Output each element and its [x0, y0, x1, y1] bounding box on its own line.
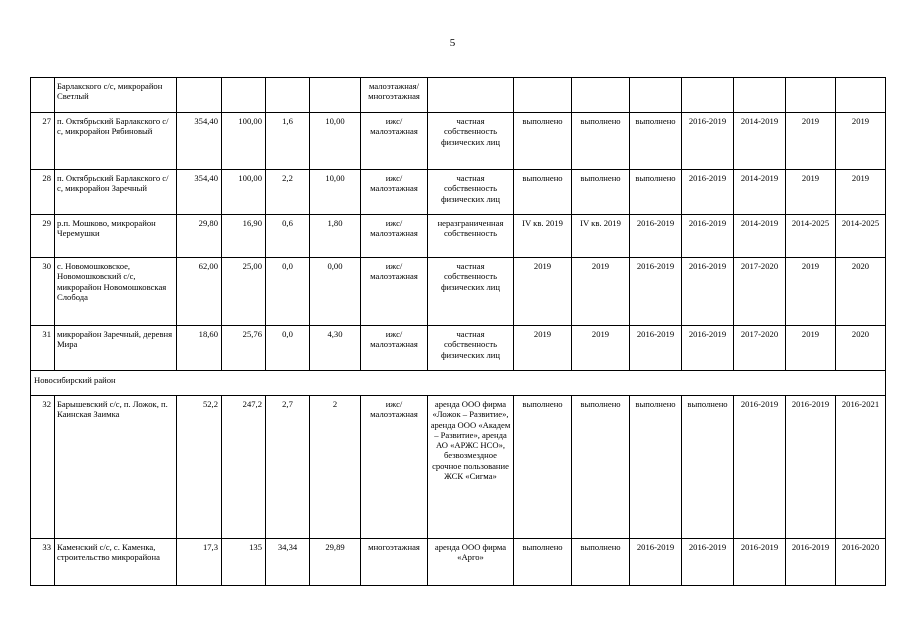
stage-4-cell: выполнено	[682, 396, 734, 539]
value-3-cell: 34,34	[266, 539, 310, 586]
stage-5-cell: 2016-2019	[734, 396, 786, 539]
stage-4-cell: 2016-2019	[682, 170, 734, 215]
value-4-cell: 10,00	[310, 113, 361, 170]
ownership-cell: аренда ООО фирма «Арго»	[428, 539, 514, 586]
value-1-cell: 17,3	[177, 539, 222, 586]
stage-4-cell: 2016-2019	[682, 326, 734, 371]
row-number-cell: 31	[31, 326, 55, 371]
stage-5-cell: 2014-2019	[734, 113, 786, 170]
stage-3-cell: 2016-2019	[630, 326, 682, 371]
stage-5-cell: 2016-2019	[734, 539, 786, 586]
stage-7-cell: 2016-2021	[836, 396, 886, 539]
housing-type-cell: малоэтажная/ многоэтажная	[361, 78, 428, 113]
stage-5-cell: 2017-2020	[734, 326, 786, 371]
stage-7-cell: 2014-2025	[836, 215, 886, 258]
value-4-cell: 29,89	[310, 539, 361, 586]
stage-3-cell: выполнено	[630, 113, 682, 170]
ownership-cell: частная собственность физических лиц	[428, 258, 514, 326]
housing-type-cell: ижс/ малоэтажная	[361, 258, 428, 326]
stage-1-cell: 2019	[514, 258, 572, 326]
row-number-cell: 27	[31, 113, 55, 170]
site-name-cell: с. Новомошковское, Новомошковский с/с, микрорайон Новомошковская Слобода	[55, 258, 177, 326]
stage-7-cell: 2020	[836, 258, 886, 326]
value-1-cell: 29,80	[177, 215, 222, 258]
site-name-cell: Барышевский с/с, п. Ложок, п. Каинская Заимка	[55, 396, 177, 539]
table-row	[31, 326, 886, 371]
row-number-cell: 29	[31, 215, 55, 258]
stage-2-cell: выполнено	[572, 170, 630, 215]
value-3-cell: 0,6	[266, 215, 310, 258]
value-4-cell	[310, 78, 361, 113]
value-4-cell: 2	[310, 396, 361, 539]
stage-3-cell: 2016-2019	[630, 215, 682, 258]
row-number-cell: 32	[31, 396, 55, 539]
stage-7-cell: 2019	[836, 113, 886, 170]
stage-6-cell: 2019	[786, 170, 836, 215]
site-name-cell: п. Октябрьский Барлакского с/с, микрорайон Заречный	[55, 170, 177, 215]
ownership-cell: неразграниченная собственность	[428, 215, 514, 258]
value-1-cell: 354,40	[177, 113, 222, 170]
data-table	[30, 77, 886, 586]
housing-type-cell: многоэтажная	[361, 539, 428, 586]
stage-6-cell: 2019	[786, 113, 836, 170]
stage-7-cell	[836, 78, 886, 113]
site-name-cell: р.п. Мошково, микрорайон Черемушки	[55, 215, 177, 258]
stage-4-cell: 2016-2019	[682, 258, 734, 326]
stage-1-cell: выполнено	[514, 539, 572, 586]
table-row	[31, 539, 886, 586]
value-2-cell: 25,00	[222, 258, 266, 326]
ownership-cell: частная собственность физических лиц	[428, 113, 514, 170]
stage-1-cell: выполнено	[514, 113, 572, 170]
table-row	[31, 78, 886, 113]
value-2-cell	[222, 78, 266, 113]
stage-4-cell: 2016-2019	[682, 539, 734, 586]
value-4-cell: 4,30	[310, 326, 361, 371]
stage-7-cell: 2019	[836, 170, 886, 215]
value-3-cell: 1,6	[266, 113, 310, 170]
stage-2-cell: выполнено	[572, 539, 630, 586]
stage-6-cell: 2016-2019	[786, 539, 836, 586]
stage-3-cell: 2016-2019	[630, 258, 682, 326]
value-2-cell: 247,2	[222, 396, 266, 539]
value-3-cell: 2,7	[266, 396, 310, 539]
stage-2-cell: выполнено	[572, 396, 630, 539]
housing-type-cell: ижс/ малоэтажная	[361, 215, 428, 258]
site-name-cell: микрорайон Заречный, деревня Мира	[55, 326, 177, 371]
stage-5-cell: 2014-2019	[734, 170, 786, 215]
table-row	[31, 258, 886, 326]
stage-7-cell: 2020	[836, 326, 886, 371]
housing-type-cell: ижс/ малоэтажная	[361, 396, 428, 539]
value-3-cell: 0,0	[266, 326, 310, 371]
stage-3-cell: выполнено	[630, 396, 682, 539]
stage-1-cell: IV кв. 2019	[514, 215, 572, 258]
ownership-cell	[428, 78, 514, 113]
ownership-cell: частная собственность физических лиц	[428, 326, 514, 371]
stage-6-cell: 2019	[786, 258, 836, 326]
value-2-cell: 16,90	[222, 215, 266, 258]
stage-7-cell: 2016-2020	[836, 539, 886, 586]
value-1-cell: 52,2	[177, 396, 222, 539]
stage-3-cell: 2016-2019	[630, 539, 682, 586]
value-4-cell: 1,80	[310, 215, 361, 258]
row-number-cell	[31, 78, 55, 113]
stage-2-cell: 2019	[572, 326, 630, 371]
ownership-cell: аренда ООО фирма «Ложок – Развитие», аренда ООО «Академ – Развитие», аренда АО «АРЖС НСО», безвозмездное срочное пользование ЖСК «Сигма»	[428, 396, 514, 539]
value-4-cell: 10,00	[310, 170, 361, 215]
stage-5-cell: 2017-2020	[734, 258, 786, 326]
stage-6-cell: 2016-2019	[786, 396, 836, 539]
value-1-cell: 354,40	[177, 170, 222, 215]
value-2-cell: 25,76	[222, 326, 266, 371]
stage-1-cell: 2019	[514, 326, 572, 371]
section-row	[31, 371, 886, 396]
value-2-cell: 100,00	[222, 170, 266, 215]
stage-1-cell: выполнено	[514, 396, 572, 539]
table-row	[31, 215, 886, 258]
stage-2-cell: выполнено	[572, 113, 630, 170]
site-name-cell: Каменский с/с, с. Каменка, строительство микрорайона	[55, 539, 177, 586]
table-row	[31, 170, 886, 215]
housing-type-cell: ижс/ малоэтажная	[361, 170, 428, 215]
stage-2-cell	[572, 78, 630, 113]
housing-type-cell: ижс/ малоэтажная	[361, 326, 428, 371]
value-2-cell: 100,00	[222, 113, 266, 170]
value-1-cell	[177, 78, 222, 113]
value-3-cell: 2,2	[266, 170, 310, 215]
stage-5-cell: 2014-2019	[734, 215, 786, 258]
value-3-cell	[266, 78, 310, 113]
stage-3-cell	[630, 78, 682, 113]
stage-4-cell: 2016-2019	[682, 215, 734, 258]
stage-4-cell	[682, 78, 734, 113]
stage-5-cell	[734, 78, 786, 113]
stage-1-cell: выполнено	[514, 170, 572, 215]
table-row	[31, 396, 886, 539]
stage-2-cell: 2019	[572, 258, 630, 326]
stage-6-cell: 2019	[786, 326, 836, 371]
site-name-cell: Барлакского с/с, микрорайон Светлый	[55, 78, 177, 113]
stage-1-cell	[514, 78, 572, 113]
table-row	[31, 113, 886, 170]
stage-6-cell: 2014-2025	[786, 215, 836, 258]
section-title: Новосибирский район	[31, 371, 886, 396]
value-4-cell: 0,00	[310, 258, 361, 326]
stage-4-cell: 2016-2019	[682, 113, 734, 170]
value-2-cell: 135	[222, 539, 266, 586]
site-name-cell: п. Октябрьский Барлакского с/с, микрорайон Рябиновый	[55, 113, 177, 170]
stage-3-cell: выполнено	[630, 170, 682, 215]
row-number-cell: 28	[31, 170, 55, 215]
value-3-cell: 0,0	[266, 258, 310, 326]
page-number: 5	[449, 37, 456, 49]
stage-6-cell	[786, 78, 836, 113]
row-number-cell: 30	[31, 258, 55, 326]
value-1-cell: 62,00	[177, 258, 222, 326]
value-1-cell: 18,60	[177, 326, 222, 371]
stage-2-cell: IV кв. 2019	[572, 215, 630, 258]
row-number-cell: 33	[31, 539, 55, 586]
ownership-cell: частная собственность физических лиц	[428, 170, 514, 215]
housing-type-cell: ижс/ малоэтажная	[361, 113, 428, 170]
